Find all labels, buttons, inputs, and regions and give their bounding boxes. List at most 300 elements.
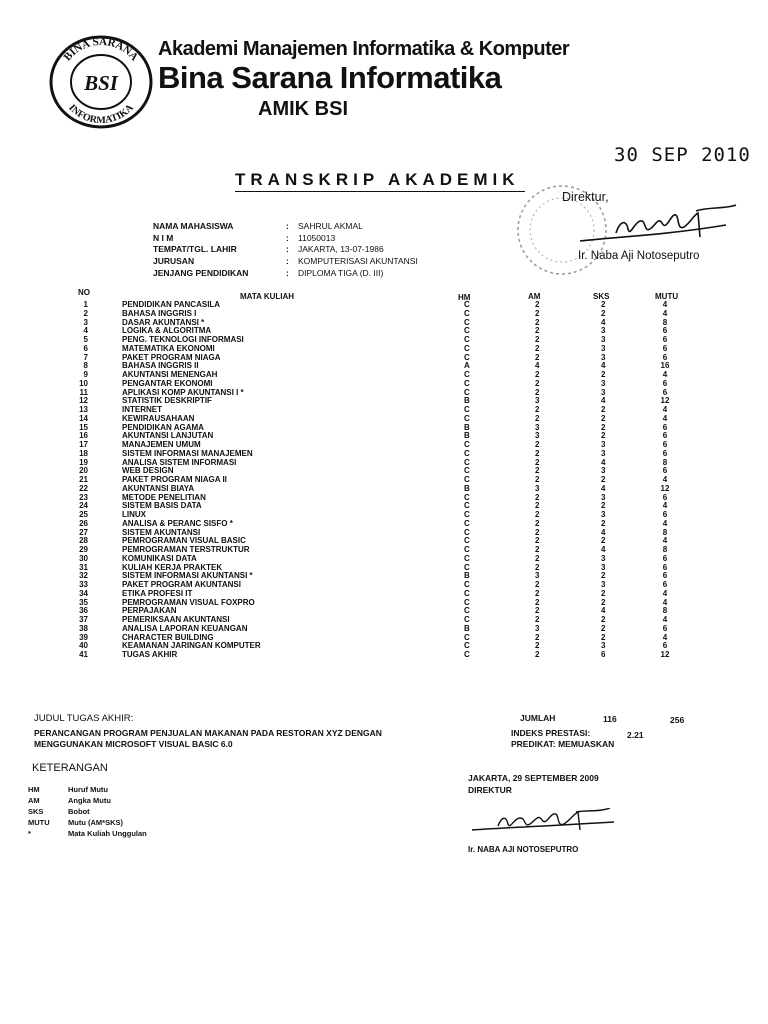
grade-am: 2: [535, 553, 540, 563]
col-header-mutu: MUTU: [655, 292, 679, 301]
col-header-am: AM: [528, 292, 541, 301]
svg-text:BINA SARANA: [62, 36, 141, 64]
grade-mutu: 6: [662, 387, 668, 397]
grade-am: 2: [535, 501, 540, 511]
grade-sks: 4: [601, 545, 606, 554]
institution-name-line3: AMIK BSI: [258, 98, 348, 120]
grade-sks: 2: [601, 588, 606, 598]
grade-no: 37: [79, 615, 88, 624]
grade-hm: B: [464, 396, 470, 406]
grade-sks: 6: [601, 650, 606, 659]
grade-no: 36: [79, 606, 88, 616]
grade-mutu: 4: [662, 588, 668, 598]
grade-mutu: 6: [662, 492, 668, 502]
grade-am: 2: [535, 405, 540, 414]
grade-hm: C: [464, 501, 470, 511]
grade-hm: C: [464, 308, 470, 318]
student-info-value: DIPLOMA TIGA (D. III): [298, 267, 384, 278]
grade-hm: C: [464, 492, 470, 502]
grade-hm: C: [464, 475, 470, 484]
legend-item: [28, 784, 147, 795]
grade-course: PENDIDIKAN AGAMA: [122, 422, 204, 432]
grade-sks: 3: [601, 326, 606, 336]
grade-mutu: 6: [662, 378, 668, 388]
legend-code: AM: [28, 796, 40, 805]
grade-no: 29: [79, 545, 88, 554]
grade-am: 2: [535, 632, 540, 642]
institution-logo: [48, 34, 154, 130]
grade-hm: C: [464, 466, 470, 476]
grade-hm: C: [464, 606, 470, 616]
grade-no: 23: [79, 492, 88, 502]
grade-no: 8: [83, 361, 88, 371]
grade-am: 3: [535, 396, 540, 406]
grade-mutu: 6: [662, 326, 668, 336]
legend-code: MUTU: [28, 818, 50, 827]
grade-mutu: 6: [662, 422, 668, 432]
grade-hm: C: [464, 326, 470, 336]
grade-mutu: 6: [662, 510, 668, 519]
grade-hm: B: [464, 431, 470, 441]
grade-mutu: 6: [662, 562, 668, 572]
grade-mutu: 4: [662, 300, 668, 309]
sign-place-date: JAKARTA, 29 SEPTEMBER 2009: [468, 773, 599, 783]
grade-no: 32: [79, 571, 88, 581]
student-info-separator: :: [286, 267, 289, 278]
grade-course: AKUNTANSI MENENGAH: [122, 370, 218, 379]
student-info-row: [153, 268, 418, 280]
legend-list: [28, 784, 147, 839]
grade-hm: C: [464, 597, 470, 607]
student-info-separator: :: [286, 232, 289, 243]
legend-code: *: [28, 829, 31, 838]
grade-am: 2: [535, 413, 540, 423]
legend-title: KETERANGAN: [32, 762, 108, 774]
grade-sks: 3: [601, 352, 606, 362]
grade-am: 2: [535, 641, 540, 651]
grade-course: TUGAS AKHIR: [122, 650, 178, 659]
predicate: PREDIKAT: MEMUASKAN: [511, 739, 615, 749]
student-info-label: NAMA MAHASISWA: [153, 221, 234, 231]
grade-sks: 4: [601, 396, 606, 406]
col-header-hm: HM: [458, 293, 471, 302]
grade-course: SISTEM AKUNTANSI: [122, 527, 201, 537]
grade-mutu: 4: [662, 413, 668, 423]
student-info-separator: :: [286, 221, 289, 231]
grade-no: 5: [83, 335, 88, 344]
grade-mutu: 6: [662, 553, 668, 563]
grade-course: APLIKASI KOMP AKUNTANSI I *: [122, 387, 244, 397]
grade-course: WEB DESIGN: [122, 466, 174, 476]
grade-no: 28: [79, 536, 88, 546]
grade-no: 40: [79, 641, 88, 651]
grade-course: PAKET PROGRAM NIAGA: [122, 352, 221, 362]
grade-sks: 2: [601, 518, 606, 528]
grade-course: STATISTIK DESKRIPTIF: [122, 396, 212, 406]
grade-no: 22: [79, 483, 88, 493]
grade-no: 35: [79, 597, 88, 607]
grade-no: 24: [79, 501, 88, 511]
grade-am: 2: [535, 650, 540, 659]
grade-mutu: 6: [662, 623, 668, 633]
grade-hm: B: [464, 571, 470, 581]
grade-no: 11: [79, 387, 88, 397]
grade-mutu: 6: [662, 641, 668, 651]
grade-course: PENG. TEKNOLOGI INFORMASI: [122, 335, 244, 344]
col-header-sks: SKS: [593, 292, 610, 301]
grade-row: [60, 651, 710, 660]
grade-am: 2: [535, 527, 540, 537]
grade-sks: 2: [601, 431, 606, 441]
grade-sks: 2: [601, 370, 606, 379]
legend-item: [28, 795, 147, 806]
grade-course: SISTEM INFORMASI MANAJEMEN: [122, 448, 253, 458]
grade-sks: 2: [601, 422, 606, 432]
grade-sks: 3: [601, 510, 606, 519]
grade-am: 2: [535, 466, 540, 476]
grade-am: 2: [535, 510, 540, 519]
grade-am: 2: [535, 448, 540, 458]
grade-no: 13: [79, 405, 88, 414]
grade-sks: 3: [601, 553, 606, 563]
grade-am: 2: [535, 606, 540, 616]
grade-hm: B: [464, 483, 470, 493]
logo-mark: BSI: [84, 71, 118, 95]
gpa-value: 2.21: [627, 730, 644, 740]
grade-am: 2: [535, 317, 540, 327]
grade-sks: 4: [601, 317, 606, 327]
grade-hm: C: [464, 343, 470, 353]
grade-no: 16: [79, 431, 88, 441]
grade-hm: C: [464, 440, 470, 449]
grade-hm: A: [464, 361, 470, 371]
grade-hm: C: [464, 545, 470, 554]
legend-desc: Huruf Mutu: [68, 785, 108, 794]
grade-course: KULIAH KERJA PRAKTEK: [122, 562, 223, 572]
grade-course: CHARACTER BUILDING: [122, 632, 214, 642]
grade-am: 4: [535, 361, 540, 371]
certification-name: Ir. Naba Aji Notoseputro: [578, 250, 700, 262]
grade-hm: C: [464, 457, 470, 467]
grade-sks: 2: [601, 536, 606, 546]
grade-course: LOGIKA & ALGORITMA: [122, 326, 212, 336]
grade-no: 10: [79, 378, 88, 388]
director-signature: [576, 203, 742, 247]
institution-name-line2: Bina Sarana Informatika: [158, 60, 502, 95]
grade-sks: 3: [601, 448, 606, 458]
student-info-value: 11050013: [298, 232, 336, 243]
gpa-label: INDEKS PRESTASI:: [511, 728, 591, 738]
grade-no: 27: [79, 527, 88, 537]
grade-hm: C: [464, 510, 470, 519]
grade-course: ANALISA LAPORAN KEUANGAN: [122, 623, 248, 633]
student-info-separator: :: [286, 244, 289, 255]
grade-mutu: 8: [662, 545, 668, 554]
institution-name-line1: Akademi Manajemen Informatika & Komputer: [158, 38, 570, 60]
grade-am: 2: [535, 580, 540, 589]
grade-sks: 2: [601, 571, 606, 581]
grade-no: 1: [83, 300, 88, 309]
grade-course: BAHASA INGGRIS II: [122, 361, 199, 371]
student-info-value: SAHRUL AKMAL: [298, 221, 363, 231]
grade-no: 20: [79, 466, 88, 476]
grade-mutu: 4: [662, 615, 668, 624]
grade-no: 6: [83, 343, 88, 353]
grade-hm: C: [464, 536, 470, 546]
grade-mutu: 4: [662, 536, 668, 546]
grade-hm: C: [464, 378, 470, 388]
grade-am: 3: [535, 623, 540, 633]
grade-sks: 3: [601, 387, 606, 397]
thesis-title-line1: PERANCANGAN PROGRAM PENJUALAN MAKANAN PADA RESTORAN XYZ DENGAN: [34, 728, 382, 738]
grade-sks: 3: [601, 378, 606, 388]
grade-am: 2: [535, 492, 540, 502]
grade-course: PENGANTAR EKONOMI: [122, 378, 213, 388]
grade-course: PEMERIKSAAN AKUNTANSI: [122, 615, 230, 624]
grade-hm: C: [464, 518, 470, 528]
student-info-row: [153, 221, 418, 233]
grade-no: 3: [83, 317, 88, 327]
grade-sks: 3: [601, 562, 606, 572]
grade-am: 2: [535, 518, 540, 528]
grade-course: AKUNTANSI LANJUTAN: [122, 431, 214, 441]
grade-mutu: 6: [662, 571, 668, 581]
grade-am: 2: [535, 335, 540, 344]
grade-no: 4: [83, 326, 88, 336]
legend-code: SKS: [28, 807, 44, 816]
grade-mutu: 4: [662, 475, 668, 484]
grade-sks: 4: [601, 527, 606, 537]
grade-hm: C: [464, 527, 470, 537]
grade-sks: 2: [601, 623, 606, 633]
student-info-row: [153, 256, 418, 268]
grade-no: 14: [79, 413, 88, 423]
grade-course: ETIKA PROFESI IT: [122, 588, 193, 598]
director-signature-bottom: [468, 808, 618, 834]
grade-sks: 2: [601, 501, 606, 511]
grade-course: PEMROGRAMAN VISUAL FOXPRO: [122, 597, 255, 607]
grade-sks: 2: [601, 405, 606, 414]
grade-hm: C: [464, 300, 470, 309]
grade-course: PENDIDIKAN PANCASILA: [122, 300, 221, 309]
grade-sks: 4: [601, 483, 606, 493]
grade-sks: 4: [601, 361, 606, 371]
total-mutu: 256: [670, 715, 685, 725]
grade-course: PERPAJAKAN: [122, 606, 177, 616]
grade-mutu: 8: [662, 527, 668, 537]
legend-desc: Angka Mutu: [68, 796, 111, 805]
grade-mutu: 6: [662, 431, 668, 441]
grade-no: 34: [79, 588, 88, 598]
grade-no: 30: [79, 553, 88, 563]
student-info-row: [153, 233, 418, 245]
grade-hm: B: [464, 623, 470, 633]
grade-am: 3: [535, 431, 540, 441]
total-label: JUMLAH: [520, 713, 556, 723]
grade-course: AKUNTANSI BIAYA: [122, 483, 195, 493]
grade-course: INTERNET: [122, 405, 162, 414]
grade-course: DASAR AKUNTANSI *: [122, 317, 205, 327]
logo-text-bottom: INFORMATIKA: [66, 102, 136, 127]
grade-am: 2: [535, 378, 540, 388]
grade-hm: C: [464, 352, 470, 362]
grade-course: PAKET PROGRAM AKUNTANSI: [122, 580, 241, 589]
legend-desc: Bobot: [68, 807, 90, 816]
grade-no: 25: [79, 510, 88, 519]
grade-mutu: 6: [662, 440, 668, 449]
grade-course: MANAJEMEN UMUM: [122, 440, 201, 449]
student-info-value: JAKARTA, 13-07-1986: [298, 244, 384, 255]
grade-am: 2: [535, 536, 540, 546]
grade-no: 19: [79, 457, 88, 467]
student-info-label: TEMPAT/TGL. LAHIR: [153, 244, 237, 255]
grade-mutu: 6: [662, 343, 668, 353]
grade-sks: 3: [601, 335, 606, 344]
grade-am: 3: [535, 571, 540, 581]
grade-mutu: 4: [662, 308, 668, 318]
grade-am: 2: [535, 352, 540, 362]
grade-sks: 3: [601, 492, 606, 502]
grade-sks: 3: [601, 466, 606, 476]
grade-mutu: 8: [662, 606, 668, 616]
grade-course: SISTEM BASIS DATA: [122, 501, 202, 511]
grade-course: METODE PENELITIAN: [122, 492, 206, 502]
student-info: [153, 221, 418, 279]
col-header-no: NO: [78, 288, 90, 297]
grade-hm: B: [464, 422, 470, 432]
grade-hm: C: [464, 387, 470, 397]
grade-hm: C: [464, 650, 470, 659]
student-info-label: JENJANG PENDIDIKAN: [153, 267, 249, 278]
student-info-row: [153, 244, 418, 256]
grade-sks: 3: [601, 580, 606, 589]
grade-sks: 2: [601, 615, 606, 624]
grade-mutu: 6: [662, 335, 668, 344]
grade-course: MATEMATIKA EKONOMI: [122, 343, 215, 353]
grade-course: SISTEM INFORMASI AKUNTANSI *: [122, 571, 253, 581]
legend-item: [28, 806, 147, 817]
date-stamp: 30 SEP 2010: [614, 144, 751, 166]
grade-sks: 2: [601, 475, 606, 484]
grade-course: PEMROGRAMAN TERSTRUKTUR: [122, 545, 250, 554]
grade-sks: 2: [601, 632, 606, 642]
grade-mutu: 12: [660, 483, 670, 493]
col-header-course: MATA KULIAH: [240, 292, 295, 301]
grade-am: 3: [535, 483, 540, 493]
grade-mutu: 4: [662, 405, 668, 414]
thesis-title-line2: MENGGUNAKAN MICROSOFT VISUAL BASIC 6.0: [34, 739, 233, 749]
grade-course: ANALISA SISTEM INFORMASI: [122, 457, 237, 467]
grade-mutu: 6: [662, 466, 668, 476]
grade-no: 12: [79, 396, 88, 406]
certification-title: Direktur,: [562, 190, 609, 204]
grade-hm: C: [464, 405, 470, 414]
grade-course: KEAMANAN JARINGAN KOMPUTER: [122, 641, 261, 651]
grade-hm: C: [464, 448, 470, 458]
grade-mutu: 4: [662, 518, 668, 528]
grade-am: 2: [535, 343, 540, 353]
thesis-label: JUDUL TUGAS AKHIR:: [34, 713, 134, 724]
grade-am: 2: [535, 475, 540, 484]
student-info-value: KOMPUTERISASI AKUNTANSI: [298, 256, 418, 267]
grade-am: 2: [535, 588, 540, 598]
grade-am: 2: [535, 597, 540, 607]
grade-no: 21: [79, 475, 88, 484]
grade-sks: 4: [601, 606, 606, 616]
grade-sks: 2: [601, 308, 606, 318]
grade-course: BAHASA INGGRIS I: [122, 308, 197, 318]
grade-hm: C: [464, 615, 470, 624]
grade-hm: C: [464, 580, 470, 589]
grade-no: 26: [79, 518, 88, 528]
grade-mutu: 4: [662, 597, 668, 607]
grade-no: 41: [79, 650, 88, 659]
grade-no: 7: [83, 352, 88, 362]
grade-no: 15: [79, 422, 88, 432]
grade-am: 2: [535, 370, 540, 379]
grade-mutu: 8: [662, 317, 668, 327]
logo-text-top: BINA SARANA: [61, 35, 141, 64]
grade-mutu: 4: [662, 501, 668, 511]
sign-name: Ir. NABA AJI NOTOSEPUTRO: [468, 845, 579, 854]
grade-am: 2: [535, 615, 540, 624]
grade-mutu: 6: [662, 448, 668, 458]
grade-hm: C: [464, 588, 470, 598]
grade-hm: C: [464, 562, 470, 572]
grade-am: 2: [535, 562, 540, 572]
student-info-label: JURUSAN: [153, 256, 195, 267]
grade-sks: 3: [601, 641, 606, 651]
grade-hm: C: [464, 641, 470, 651]
grade-hm: C: [464, 553, 470, 563]
grade-sks: 4: [601, 457, 606, 467]
legend-code: HM: [28, 785, 40, 794]
grade-mutu: 6: [662, 352, 668, 362]
student-info-separator: :: [286, 256, 289, 267]
legend-item: [28, 828, 147, 839]
grade-course: PAKET PROGRAM NIAGA II: [122, 475, 227, 484]
grade-course: PEMROGRAMAN VISUAL BASIC: [122, 536, 246, 546]
grade-mutu: 12: [660, 396, 670, 406]
grade-no: 18: [79, 448, 88, 458]
grade-sks: 3: [601, 343, 606, 353]
grade-mutu: 4: [662, 632, 668, 642]
grade-no: 9: [83, 370, 88, 379]
grade-am: 2: [535, 326, 540, 336]
grade-no: 31: [79, 562, 88, 572]
grade-hm: C: [464, 370, 470, 379]
legend-desc: Mutu (AM*SKS): [68, 818, 123, 827]
grade-course: LINUX: [122, 510, 146, 519]
grade-mutu: 6: [662, 580, 668, 589]
grade-am: 2: [535, 387, 540, 397]
grade-am: 3: [535, 422, 540, 432]
grade-mutu: 8: [662, 457, 668, 467]
grade-course: ANALISA & PERANC SISFO *: [122, 518, 233, 528]
grade-no: 38: [79, 623, 88, 633]
grade-mutu: 16: [660, 361, 670, 371]
grade-course: KEWIRAUSAHAAN: [122, 413, 195, 423]
grade-row: [60, 502, 710, 511]
grade-hm: C: [464, 335, 470, 344]
grade-no: 39: [79, 632, 88, 642]
grade-mutu: 12: [660, 650, 670, 659]
grade-am: 2: [535, 440, 540, 449]
grade-course: KOMUNIKASI DATA: [122, 553, 197, 563]
document-title: TRANSKRIP AKADEMIK: [235, 170, 520, 189]
grade-mutu: 4: [662, 370, 668, 379]
grade-no: 2: [83, 308, 88, 318]
